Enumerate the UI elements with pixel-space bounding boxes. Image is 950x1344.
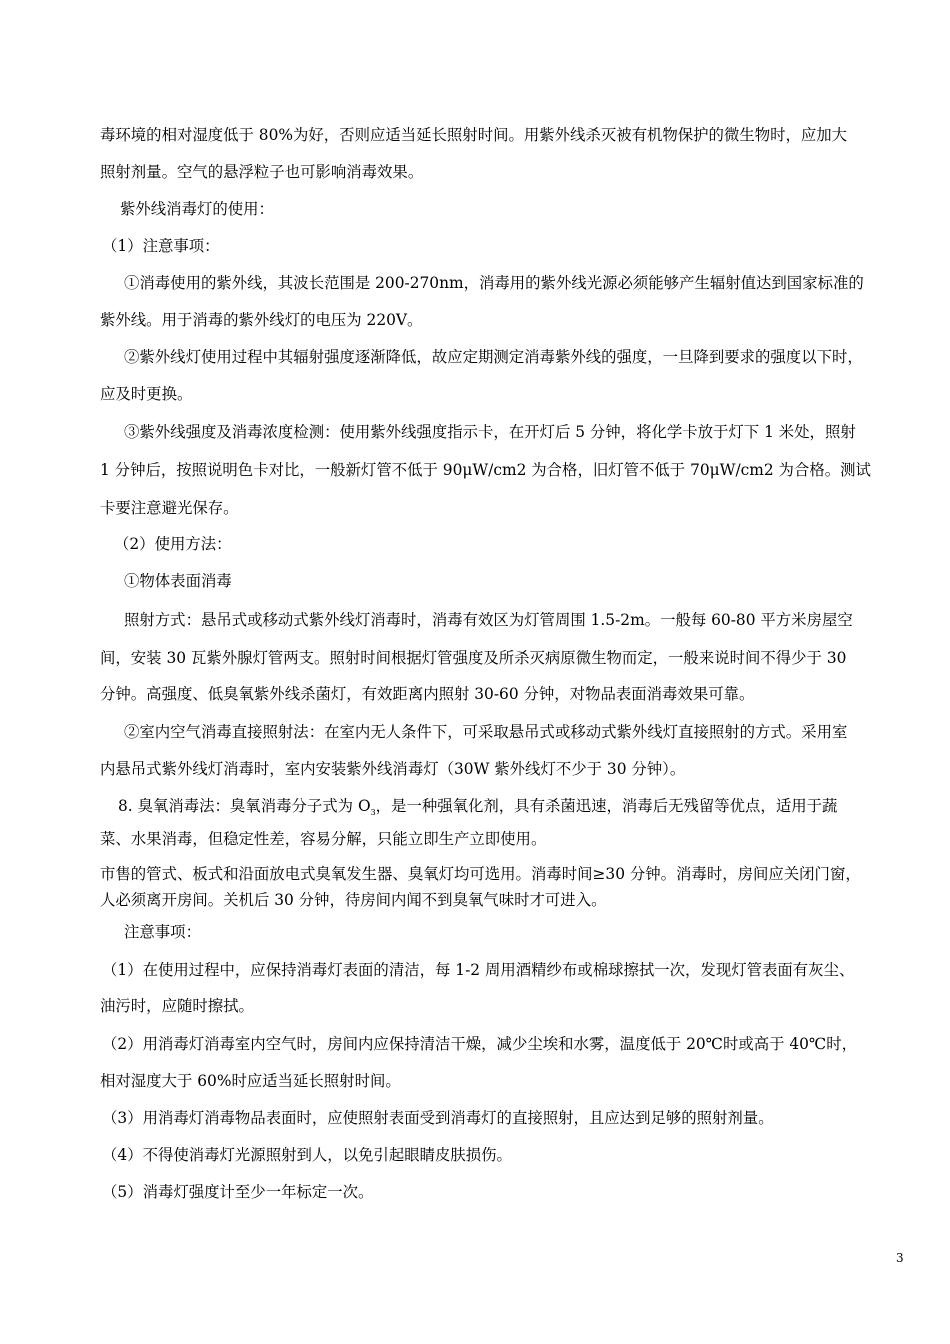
paragraph-line (118, 796, 928, 819)
page-number: 3 (896, 1251, 904, 1265)
list-item: （2）用消毒灯消毒室内空气时，房间内应保持清洁干燥，减少尘埃和水雾，温度低于 20℃时或高于 40℃时， (102, 1035, 857, 1053)
paragraph-line: 菜、水果消毒，但稳定性差，容易分解，只能立即生产立即使用。 (100, 830, 547, 848)
ozone-intro-text: 8. 臭氧消毒法：臭氧消毒分子式为 O (118, 797, 371, 815)
paragraph-line: 人必须离开房间。关机后 30 分钟，待房间内闻不到臭氧气味时才可进入。 (100, 891, 607, 909)
list-item: （3）用消毒灯消毒物品表面时，应使照射表面受到消毒灯的直接照射，且应达到足够的照射剂量。 (102, 1109, 774, 1127)
paragraph-line: 紫外线。用于消毒的紫外线灯的电压为 220V。 (100, 311, 423, 329)
paragraph-line: ①消毒使用的紫外线，其波长范围是 200-270nm，消毒用的紫外线光源必须能够产生辐射值达到国家标准的 (124, 274, 864, 292)
section-heading: 注意事项： (124, 923, 201, 941)
paragraph-line: 1 分钟后，按照说明色卡对比，一般新灯管不低于 90μW/cm2 为合格，旧灯管不低于 70μW/cm2 为合格。测试 (100, 461, 871, 479)
section-heading: 紫外线消毒灯的使用： (120, 200, 274, 218)
list-item: （5）消毒灯强度计至少一年标定一次。 (102, 1183, 374, 1201)
paragraph-line: ②室内空气消毒直接照射法：在室内无人条件下，可采取悬吊式或移动式紫外线灯直接照射的方式。采用室 (124, 723, 848, 741)
paragraph-line: 分钟。高强度、低臭氧紫外线杀菌灯，有效距离内照射 30-60 分钟，对物品表面消毒效果可靠。 (100, 685, 755, 703)
item-heading: ①物体表面消毒 (124, 572, 232, 590)
paragraph-line: 卡要注意避光保存。 (100, 499, 239, 517)
subsection-heading: （2）使用方法： (114, 535, 232, 553)
paragraph-line: 油污时，应随时擦拭。 (100, 997, 254, 1015)
list-item: （4）不得使消毒灯光源照射到人，以免引起眼睛皮肤损伤。 (102, 1146, 512, 1164)
paragraph-line: 毒环境的相对湿度低于 80%为好，否则应适当延长照射时间。用紫外线杀灭被有机物保护的微生物时，应加大 (100, 126, 848, 144)
paragraph-line: 间，安装 30 瓦紫外腺灯管两支。照射时间根据灯管强度及所杀灭病原微生物而定，一般来说时间不得少于 30 (100, 649, 847, 667)
paragraph-line: ②紫外线灯使用过程中其辐射强度逐渐降低，故应定期测定消毒紫外线的强度，一旦降到要求的强度以下时， (124, 348, 863, 366)
paragraph-line: 照射剂量。空气的悬浮粒子也可影响消毒效果。 (100, 163, 424, 181)
ozone-intro-continued: ，是一种强氧化剂，具有杀菌迅速，消毒后无残留等优点，适用于蔬 (375, 797, 838, 815)
paragraph-line: 市售的管式、板式和沿面放电式臭氧发生器、臭氧灯均可选用。消毒时间≥30 分钟。消毒时，房间应关闭门窗， (100, 865, 861, 883)
paragraph-line: 照射方式：悬吊式或移动式紫外线灯消毒时，消毒有效区为灯管周围 1.5-2m。一般每 60-80 平方米房屋空 (124, 611, 853, 629)
paragraph-line: ③紫外线强度及消毒浓度检测：使用紫外线强度指示卡，在开灯后 5 分钟，将化学卡放于灯下 1 米处，照射 (124, 423, 856, 441)
paragraph-line: 相对湿度大于 60%时应适当延长照射时间。 (100, 1072, 401, 1090)
paragraph-line: 应及时更换。 (100, 385, 193, 403)
subsection-heading: （1）注意事项： (102, 237, 220, 255)
ozone-subscript: 3 (370, 808, 376, 817)
list-item: （1）在使用过程中，应保持消毒灯表面的清洁，每 1-2 周用酒精纱布或棉球擦拭一次，发现灯管表面有灰尘、 (102, 961, 855, 979)
paragraph-line: 内悬吊式紫外线灯消毒时，室内安装紫外线消毒灯（30W 紫外线灯不少于 30 分钟）。 (100, 760, 686, 778)
